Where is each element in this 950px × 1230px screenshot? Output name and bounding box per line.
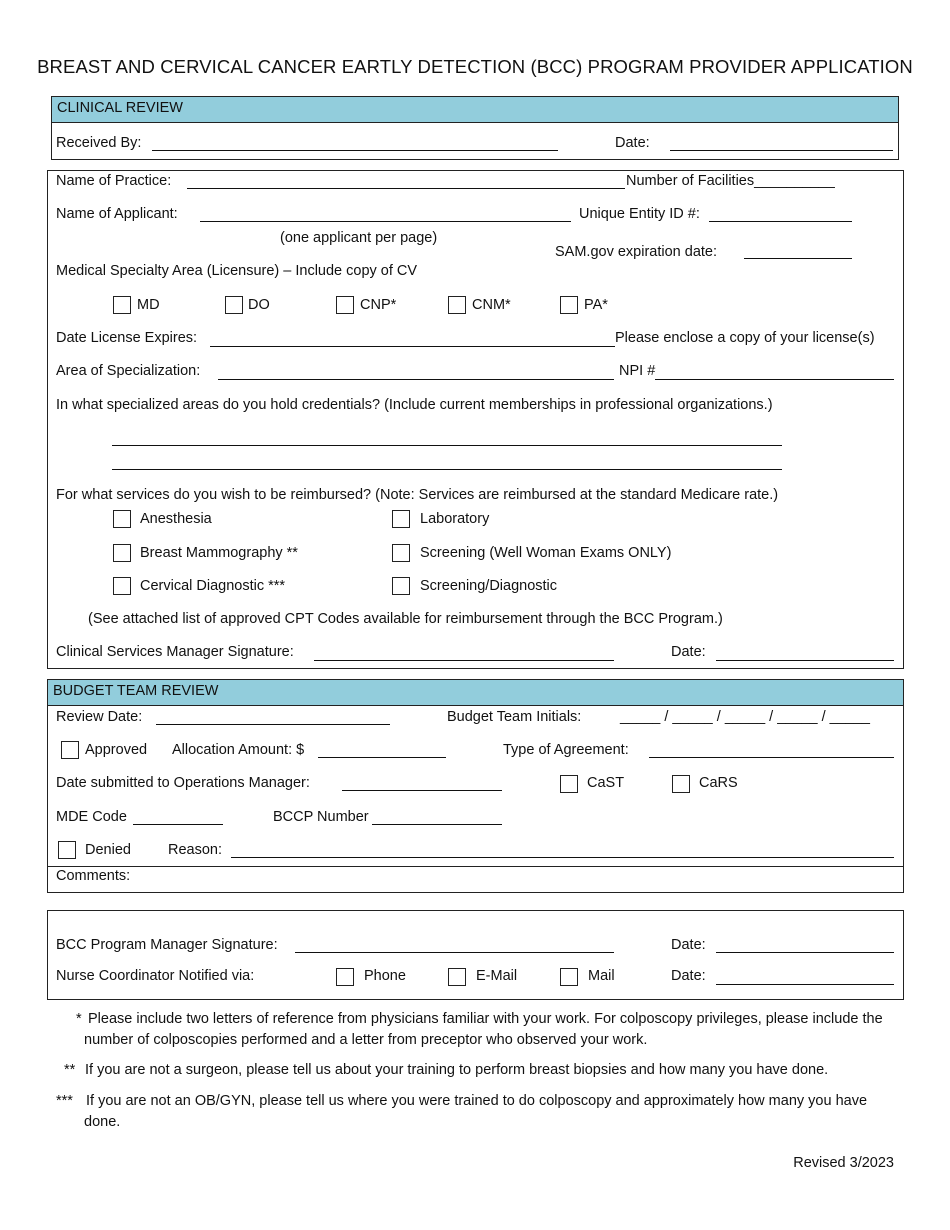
laboratory-label: Laboratory: [420, 511, 490, 527]
footnote-3: If you are not an OB/GYN, please tell us where you were trained to do colposcopy and approximately how many you have done.: [84, 1093, 868, 1130]
cpt-codes-note: (See attached list of approved CPT Codes available for reimbursement through the BCC Program.): [88, 611, 723, 627]
credentials-field-2[interactable]: [112, 469, 782, 470]
received-by-field[interactable]: [152, 150, 558, 151]
bcc-signature-field[interactable]: [295, 952, 614, 953]
budget-initials-label: Budget Team Initials:: [447, 709, 582, 725]
sam-expiration-label: SAM.gov expiration date:: [555, 244, 718, 260]
type-of-agreement-field[interactable]: [649, 757, 894, 758]
csm-date-field[interactable]: [716, 660, 894, 661]
clinical-review-date-label: Date:: [615, 135, 650, 151]
number-of-facilities-field[interactable]: Number of Facilities__________: [626, 173, 835, 189]
services-question: For what services do you wish to be reimbursed? (Note: Services are reimbursed at the standard Medicare rate.): [56, 487, 779, 503]
md-label: MD: [137, 297, 160, 313]
do-label: DO: [248, 297, 270, 313]
comments-label: Comments:: [56, 868, 131, 884]
breast-mammography-checkbox[interactable]: [113, 544, 131, 562]
do-checkbox[interactable]: [225, 296, 243, 314]
bccp-number-field[interactable]: [372, 824, 502, 825]
clinical-review-date-field[interactable]: [670, 150, 893, 151]
cnp-checkbox[interactable]: [336, 296, 354, 314]
email-checkbox[interactable]: [448, 968, 466, 986]
phone-checkbox[interactable]: [336, 968, 354, 986]
notified-date-label: Date:: [671, 968, 706, 984]
received-by-label: Received By:: [56, 135, 142, 151]
medical-specialty-label: Medical Specialty Area (Licensure) – Include copy of CV: [56, 263, 418, 279]
allocation-amount-field[interactable]: [318, 757, 446, 758]
md-checkbox[interactable]: [113, 296, 131, 314]
budget-review-header: BUDGET TEAM REVIEW: [47, 679, 904, 706]
form-title: BREAST AND CERVICAL CANCER EARTLY DETECTION (BCC) PROGRAM PROVIDER APPLICATION: [37, 56, 913, 77]
cars-checkbox[interactable]: [672, 775, 690, 793]
review-date-label: Review Date:: [56, 709, 143, 725]
name-of-applicant-label: Name of Applicant:: [56, 206, 178, 222]
enclose-license-note: Please enclose a copy of your license(s): [615, 330, 875, 346]
budget-initials-field[interactable]: _____ / _____ / _____ / _____ / _____: [620, 709, 870, 725]
bcc-date-field[interactable]: [716, 952, 894, 953]
csm-signature-field[interactable]: [314, 660, 614, 661]
comments-divider: [47, 866, 904, 867]
cnp-label: CNP*: [360, 297, 397, 313]
bccp-number-label: BCCP Number: [273, 809, 369, 825]
email-label: E-Mail: [476, 968, 518, 984]
signoff-section: [47, 910, 904, 1000]
csm-date-label: Date:: [671, 644, 706, 660]
unique-entity-id-label: Unique Entity ID #:: [579, 206, 700, 222]
cervical-diagnostic-checkbox[interactable]: [113, 577, 131, 595]
review-date-field[interactable]: [156, 724, 390, 725]
mail-label: Mail: [588, 968, 615, 984]
screening-well-woman-checkbox[interactable]: [392, 544, 410, 562]
npi-label: NPI #: [619, 363, 656, 379]
notified-date-field[interactable]: [716, 984, 894, 985]
one-applicant-note: (one applicant per page): [280, 230, 438, 246]
sam-expiration-field[interactable]: [744, 258, 852, 259]
cnm-checkbox[interactable]: [448, 296, 466, 314]
unique-entity-id-field[interactable]: [709, 221, 852, 222]
denied-label: Denied: [85, 842, 131, 858]
allocation-amount-label: Allocation Amount: $: [172, 742, 305, 758]
mde-code-label: MDE Code: [56, 809, 127, 825]
area-of-specialization-label: Area of Specialization:: [56, 363, 201, 379]
credentials-field-1[interactable]: [112, 445, 782, 446]
name-of-practice-label: Name of Practice:: [56, 173, 172, 189]
clinical-review-header: CLINICAL REVIEW: [51, 96, 899, 123]
screening-well-woman-label: Screening (Well Woman Exams ONLY): [420, 545, 672, 561]
pa-label: PA*: [584, 297, 608, 313]
type-of-agreement-label: Type of Agreement:: [503, 742, 629, 758]
name-of-practice-field[interactable]: [187, 188, 625, 189]
date-submitted-label: Date submitted to Operations Manager:: [56, 775, 310, 791]
screening-diagnostic-checkbox[interactable]: [392, 577, 410, 595]
name-of-applicant-field[interactable]: [200, 221, 571, 222]
bcc-date-label: Date:: [671, 937, 706, 953]
csm-signature-label: Clinical Services Manager Signature:: [56, 644, 294, 660]
laboratory-checkbox[interactable]: [392, 510, 410, 528]
footnote-1: Please include two letters of reference from physicians familiar with your work. For colposcopy privileges, please include the number of colposcopies performed and a letter from preceptor who observed your work.: [84, 1011, 883, 1048]
nurse-notified-label: Nurse Coordinator Notified via:: [56, 968, 255, 984]
pa-checkbox[interactable]: [560, 296, 578, 314]
screening-diagnostic-label: Screening/Diagnostic: [420, 578, 558, 594]
anesthesia-checkbox[interactable]: [113, 510, 131, 528]
anesthesia-label: Anesthesia: [140, 511, 212, 527]
bcc-signature-label: BCC Program Manager Signature:: [56, 937, 278, 953]
reason-field[interactable]: [231, 857, 894, 858]
applicant-section: [47, 170, 904, 669]
revised-date: Revised 3/2023: [793, 1155, 894, 1171]
date-license-expires-label: Date License Expires:: [56, 330, 198, 346]
footnote-1-mark: *: [76, 1011, 82, 1027]
phone-label: Phone: [364, 968, 406, 984]
cast-label: CaST: [587, 775, 625, 791]
credentials-question: In what specialized areas do you hold credentials? (Include current memberships in professional organizations.): [56, 397, 773, 413]
approved-checkbox[interactable]: [61, 741, 79, 759]
cars-label: CaRS: [699, 775, 738, 791]
date-license-expires-field[interactable]: [210, 346, 615, 347]
mail-checkbox[interactable]: [560, 968, 578, 986]
cervical-diagnostic-label: Cervical Diagnostic ***: [140, 578, 286, 594]
footnote-2: If you are not a surgeon, please tell us about your training to perform breast biopsies and how many you have done.: [85, 1062, 829, 1078]
npi-field[interactable]: [655, 379, 894, 380]
footnote-3-mark: ***: [56, 1093, 73, 1109]
breast-mammography-label: Breast Mammography **: [140, 545, 298, 561]
mde-code-field[interactable]: [133, 824, 223, 825]
area-of-specialization-field[interactable]: [218, 379, 614, 380]
date-submitted-field[interactable]: [342, 790, 502, 791]
cnm-label: CNM*: [472, 297, 511, 313]
reason-label: Reason:: [168, 842, 223, 858]
cast-checkbox[interactable]: [560, 775, 578, 793]
approved-label: Approved: [85, 742, 148, 758]
footnote-2-mark: **: [64, 1062, 76, 1078]
denied-checkbox[interactable]: [58, 841, 76, 859]
